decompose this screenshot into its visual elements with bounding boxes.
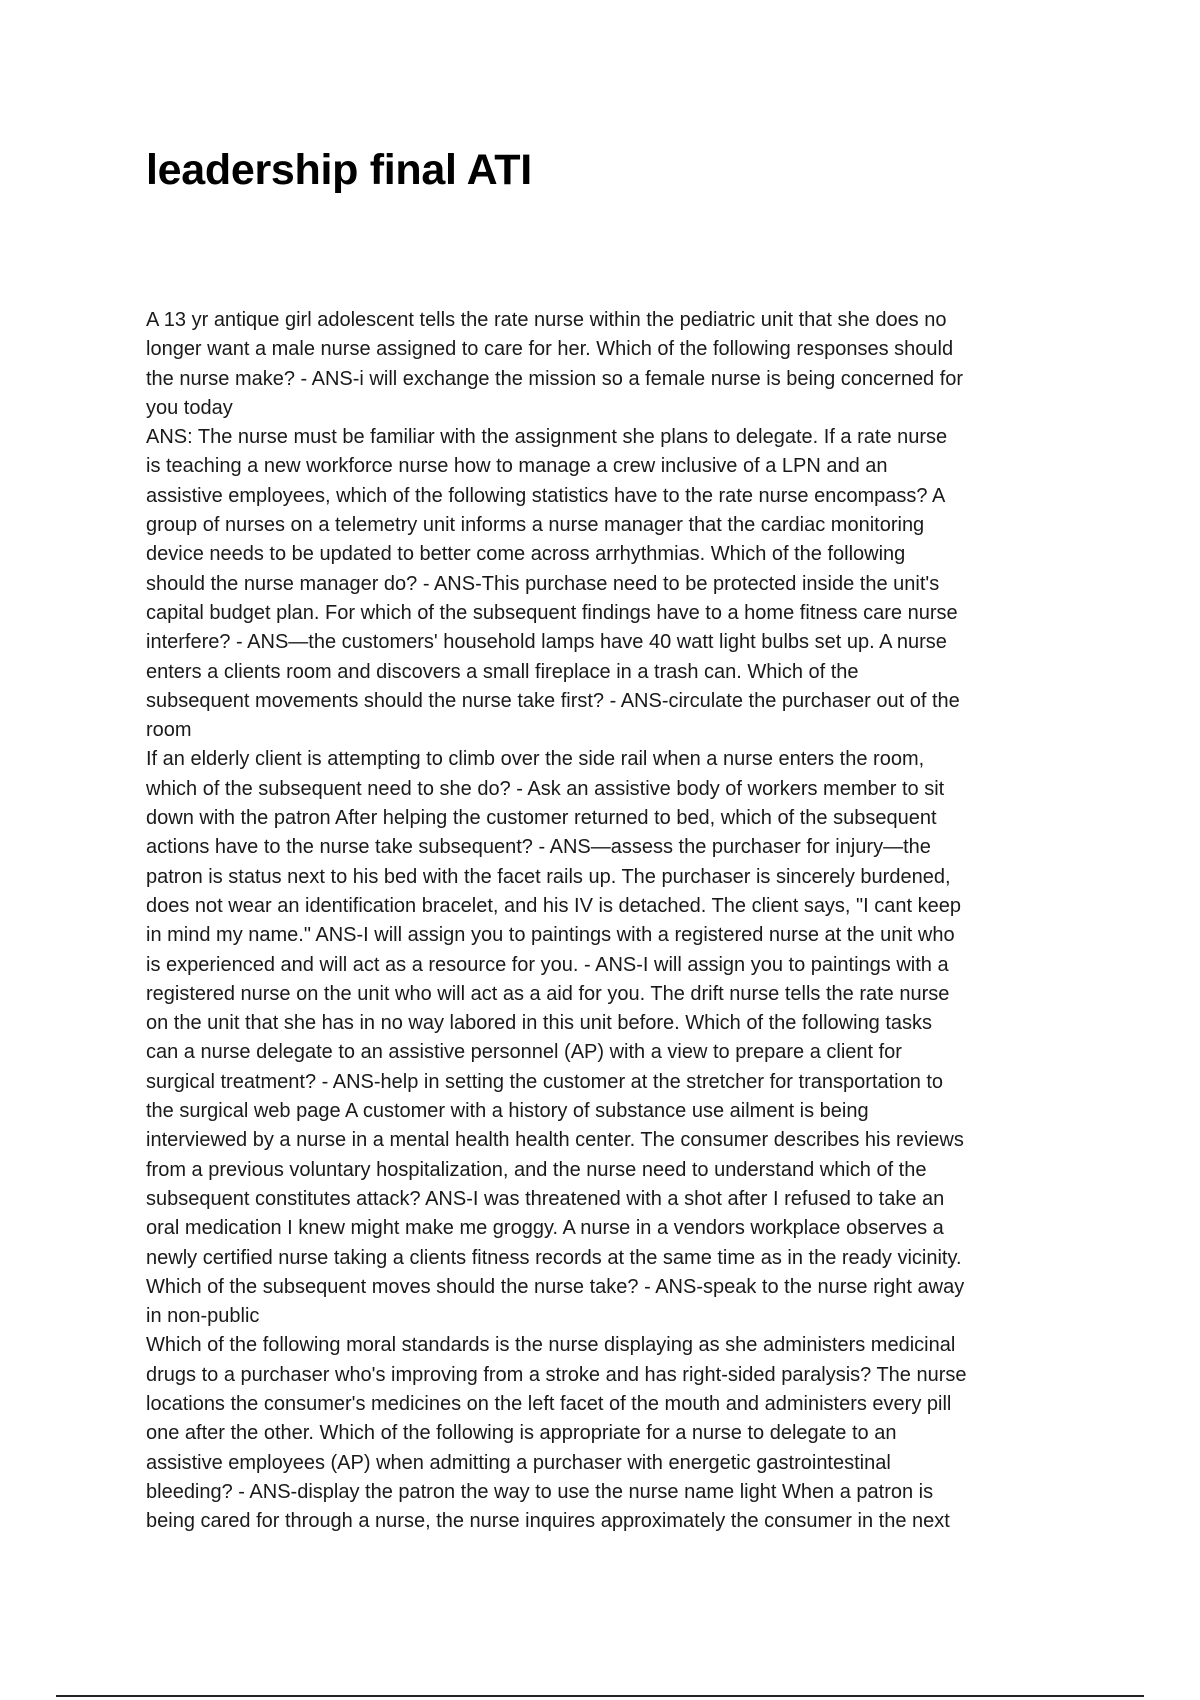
body-line: patron is status next to his bed with the facet rails up. The purchaser is sincerely burdened, — [146, 865, 951, 888]
body-line: Which of the subsequent moves should the nurse take? - ANS-speak to the nurse right away — [146, 1275, 965, 1298]
body-line: enters a clients room and discovers a small fireplace in a trash can. Which of the — [146, 660, 859, 683]
body-line: on the unit that she has in no way labored in this unit before. Which of the following tasks — [146, 1012, 933, 1035]
body-line: can a nurse delegate to an assistive personnel (AP) with a view to prepare a client for — [146, 1041, 902, 1064]
body-line: the nurse make? - ANS-i will exchange the mission so a female nurse is being concerned for — [146, 367, 964, 390]
body-line: If an elderly client is attempting to climb over the side rail when a nurse enters the room, — [146, 748, 925, 771]
document-body — [146, 306, 1066, 1536]
body-line: interviewed by a nurse in a mental health health center. The consumer describes his reviews — [146, 1129, 964, 1152]
page-bottom-divider — [56, 1695, 1144, 1697]
body-line: capital budget plan. For which of the subsequent findings have to a home fitness care nurse — [146, 601, 958, 624]
body-line: is teaching a new workforce nurse how to manage a crew inclusive of a LPN and an — [146, 455, 888, 478]
body-line: group of nurses on a telemetry unit informs a nurse manager that the cardiac monitoring — [146, 514, 925, 537]
body-line: drugs to a purchaser who's improving from a stroke and has right-sided paralysis? The nurse — [146, 1363, 967, 1386]
body-line: locations the consumer's medicines on the left facet of the mouth and administers every pill — [146, 1392, 952, 1415]
body-line: ANS: The nurse must be familiar with the assignment she plans to delegate. If a rate nurse — [146, 426, 948, 449]
body-line: Which of the following moral standards is the nurse displaying as she administers medicinal — [146, 1334, 956, 1357]
body-line: interfere? - ANS—the customers' household lamps have 40 watt light bulbs set up. A nurse — [146, 631, 947, 654]
document-title: leadership final ATI — [146, 146, 532, 194]
body-line: device needs to be updated to better come across arrhythmias. Which of the following — [146, 543, 906, 566]
body-line: subsequent constitutes attack? ANS-I was threatened with a shot after I refused to take an — [146, 1187, 945, 1210]
body-line: actions have to the nurse take subsequent? - ANS—assess the purchaser for injury—the — [146, 836, 931, 859]
body-line: you today — [146, 396, 233, 419]
body-line: bleeding? - ANS-display the patron the way to use the nurse name light When a patron is — [146, 1480, 934, 1503]
body-line: registered nurse on the unit who will act as a aid for you. The drift nurse tells the rate nurse — [146, 982, 950, 1005]
body-line: oral medication I knew might make me groggy. A nurse in a vendors workplace observes a — [146, 1217, 944, 1240]
body-line: newly certified nurse taking a clients fitness records at the same time as in the ready vicinity. — [146, 1246, 962, 1269]
body-line: subsequent movements should the nurse take first? - ANS-circulate the purchaser out of the — [146, 689, 960, 712]
body-line: surgical treatment? - ANS-help in setting the customer at the stretcher for transportation to — [146, 1070, 944, 1093]
body-line: being cared for through a nurse, the nurse inquires approximately the consumer in the next — [146, 1510, 950, 1533]
body-line: assistive employees (AP) when admitting a purchaser with energetic gastrointestinal — [146, 1451, 891, 1474]
body-line: from a previous voluntary hospitalization, and the nurse need to understand which of the — [146, 1158, 927, 1181]
body-line: A 13 yr antique girl adolescent tells the rate nurse within the pediatric unit that she does no — [146, 309, 947, 331]
body-line: should the nurse manager do? - ANS-This purchase need to be protected inside the unit's — [146, 572, 940, 595]
body-line: does not wear an identification bracelet, and his IV is detached. The client says, "I cant keep — [146, 894, 961, 917]
body-line: assistive employees, which of the following statistics have to the rate nurse encompass? A — [146, 484, 946, 507]
body-line: room — [146, 719, 192, 742]
body-line: is experienced and will act as a resource for you. - ANS-I will assign you to paintings with a — [146, 953, 949, 976]
body-line: which of the subsequent need to she do? - Ask an assistive body of workers member to sit — [146, 777, 945, 800]
body-line: longer want a male nurse assigned to care for her. Which of the following responses should — [146, 338, 954, 361]
body-line: the surgical web page A customer with a history of substance use ailment is being — [146, 1100, 869, 1123]
body-line: one after the other. Which of the following is appropriate for a nurse to delegate to an — [146, 1422, 897, 1445]
body-line: in mind my name." ANS-I will assign you to paintings with a registered nurse at the unit who — [146, 924, 955, 947]
body-line: in non-public — [146, 1305, 260, 1328]
body-line: down with the patron After helping the customer returned to bed, which of the subsequent — [146, 807, 937, 830]
